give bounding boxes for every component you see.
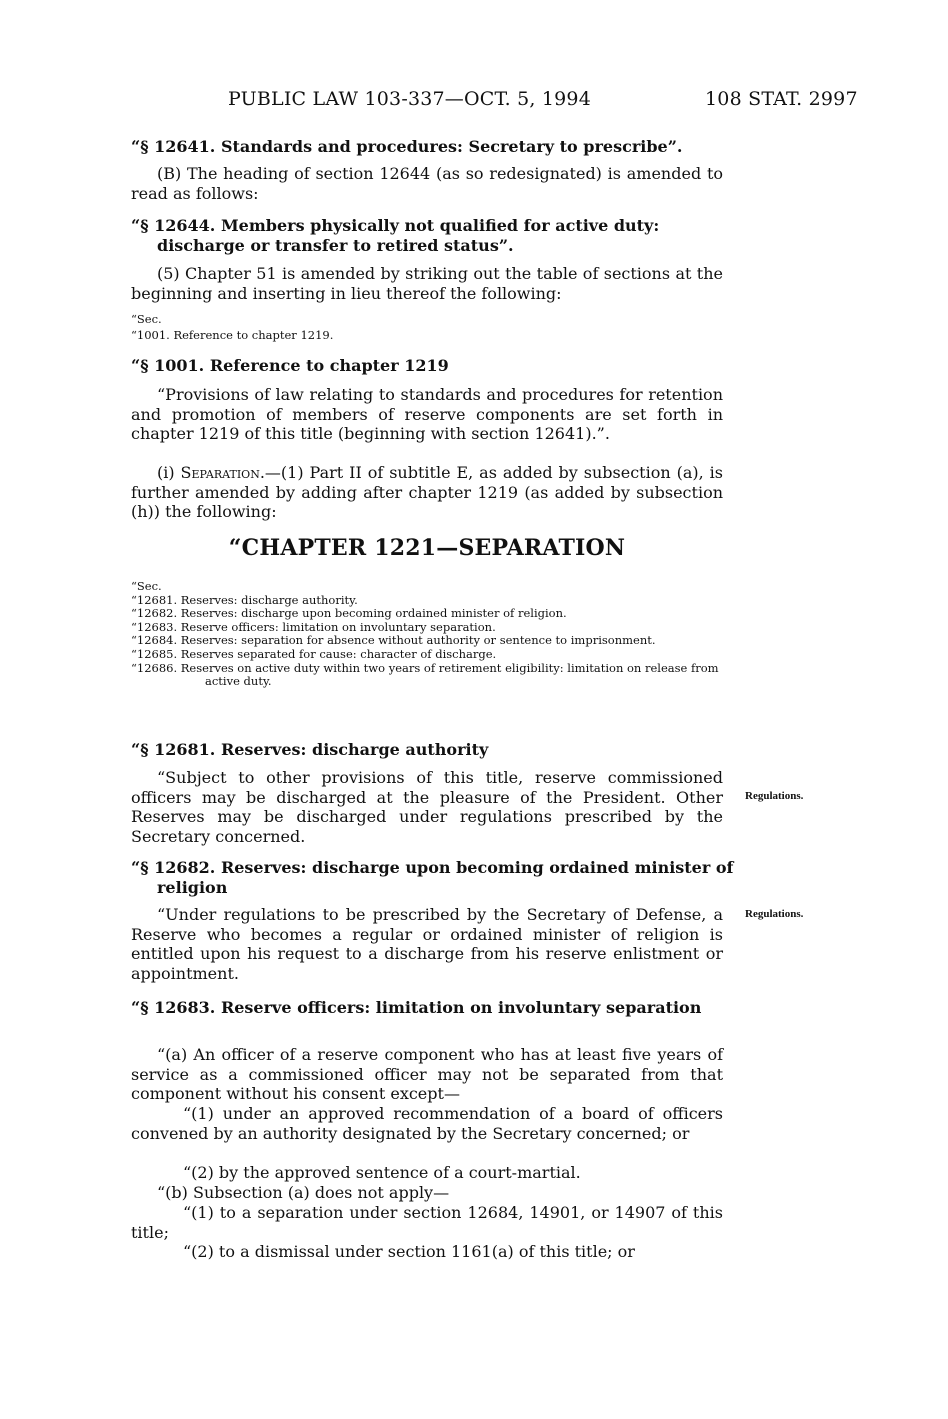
section-heading-12681: “§ 12681. Reserves: discharge authority [131,740,489,759]
paragraph-a1: “(1) under an approved recommendation of a board of officers convened by an authority designated by the Secretary concerned; or [131,1104,723,1143]
toc-item: “12682. Reserves: discharge upon becoming ordained minister of religion. [131,606,567,621]
paragraph-1001: “Provisions of law relating to standards and procedures for retention and promotion of members of reserve components are set forth in chapter 1219 of this title (beginning with section 12641).”. [131,385,723,444]
section-heading-12644: “§ 12644. Members physically not qualified for active duty: discharge or transfer to retired status”. [131,216,660,255]
section-heading-12683: “§ 12683. Reserve officers: limitation on involuntary separation [131,998,702,1017]
toc-sec-label: “Sec. [131,579,162,593]
margin-note-regulations: Regulations. [745,790,804,802]
toc-item-1001: “1001. Reference to chapter 1219. [131,328,334,342]
section-heading-12682: “§ 12682. Reserves: discharge upon becoming ordained minister of religion [131,858,734,897]
toc-item: “12683. Reserve officers: limitation on involuntary separation. [131,619,496,634]
toc-item: “12684. Reserves: separation for absence without authority or sentence to imprisonment. [131,633,656,648]
toc-item: “12685. Reserves separated for cause: character of discharge. [131,646,497,661]
toc-item: “12686. Reserves on active duty within two years of retirement eligibility: limitation on release from active duty. [131,660,719,689]
paragraph-b1: “(1) to a separation under section 12684, 14901, or 14907 of this title; [131,1203,723,1242]
paragraph-a2: “(2) by the approved sentence of a court-martial. [183,1163,581,1182]
running-header-right: 108 STAT. 2997 [705,88,858,110]
section-heading-1001: “§ 1001. Reference to chapter 1219 [131,356,449,375]
paragraph-b2: “(2) to a dismissal under section 1161(a) of this title; or [183,1242,635,1261]
paragraph-a: “(a) An officer of a reserve component who has at least five years of service as a commissioned officer may not be separated from that component without his consent except— [131,1045,723,1104]
toc-sec-label: “Sec. [131,312,162,326]
paragraph-12681: “Subject to other provisions of this title, reserve commissioned officers may be discharged at the pleasure of the President. Other Reserves may be discharged under regulations prescribed by the Secretary concerned. [131,768,723,846]
paragraph-12682: “Under regulations to be prescribed by the Secretary of Defense, a Reserve who becomes a regular or ordained minister of religion is entitled upon his request to a discharge from his reserve enlistment or appointment. [131,905,723,983]
paragraph-b-subsection: “(b) Subsection (a) does not apply— [157,1183,450,1202]
chapter-heading: “CHAPTER 1221—SEPARATION [228,535,626,561]
toc-item: “12681. Reserves: discharge authority. [131,592,358,607]
margin-note-regulations: Regulations. [745,908,804,920]
paragraph-b: (B) The heading of section 12644 (as so redesignated) is amended to read as follows: [131,164,723,203]
paragraph-5: (5) Chapter 51 is amended by striking out the table of sections at the beginning and inserting in lieu thereof the following: [131,264,723,303]
paragraph-i: (i) Separation.—(1) Part II of subtitle E, as added by subsection (a), is further amended by adding after chapter 1219 (as added by subsection (h)) the following: [131,463,723,522]
chapter-toc [131,580,723,689]
running-header-left: PUBLIC LAW 103-337—OCT. 5, 1994 [228,88,592,110]
section-heading-12641: “§ 12641. Standards and procedures: Secretary to prescribe”. [131,137,683,156]
